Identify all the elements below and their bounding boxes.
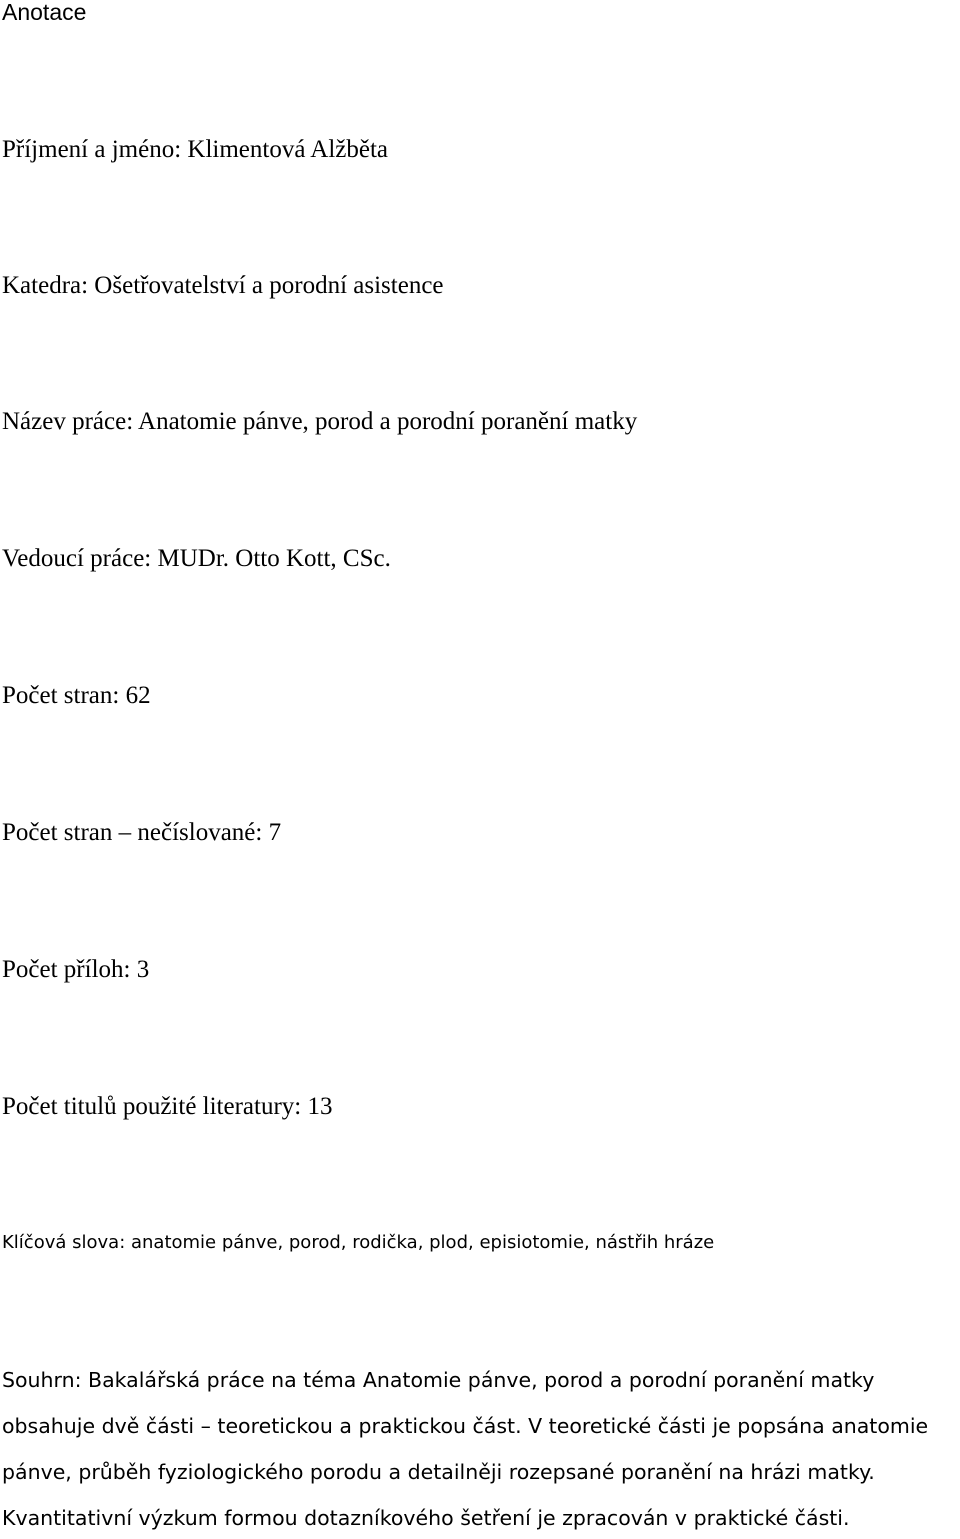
author-name-field: Příjmení a jméno: Klimentová Alžběta <box>2 136 389 163</box>
summary-line-1: Souhrn: Bakalářská práce na téma Anatomie pánve, porod a porodní poranění matky <box>2 1368 875 1392</box>
supervisor-field: Vedoucí práce: MUDr. Otto Kott, CSc. <box>2 545 391 572</box>
unnumbered-page-count-field: Počet stran – nečíslované: 7 <box>2 819 282 846</box>
summary-line-2: obsahuje dvě části – teoretickou a praktickou část. V teoretické části je popsána anatomie <box>2 1414 929 1438</box>
summary-line-3: pánve, průběh fyziologického porodu a detailněji rozepsané poranění na hrázi matky. <box>2 1460 875 1484</box>
reference-count-field: Počet titulů použité literatury: 13 <box>2 1093 333 1120</box>
appendix-count-field: Počet příloh: 3 <box>2 956 150 983</box>
page-count-field: Počet stran: 62 <box>2 682 151 709</box>
keywords-field: Klíčová slova: anatomie pánve, porod, rodička, plod, episiotomie, nástřih hráze <box>2 1232 715 1253</box>
summary-line-4: Kvantitativní výzkum formou dotazníkového šetření je zpracován v praktické části. <box>2 1506 850 1530</box>
department-field: Katedra: Ošetřovatelství a porodní asistence <box>2 272 444 299</box>
thesis-title-field: Název práce: Anatomie pánve, porod a porodní poranění matky <box>2 408 638 435</box>
page-heading: Anotace <box>2 0 87 25</box>
